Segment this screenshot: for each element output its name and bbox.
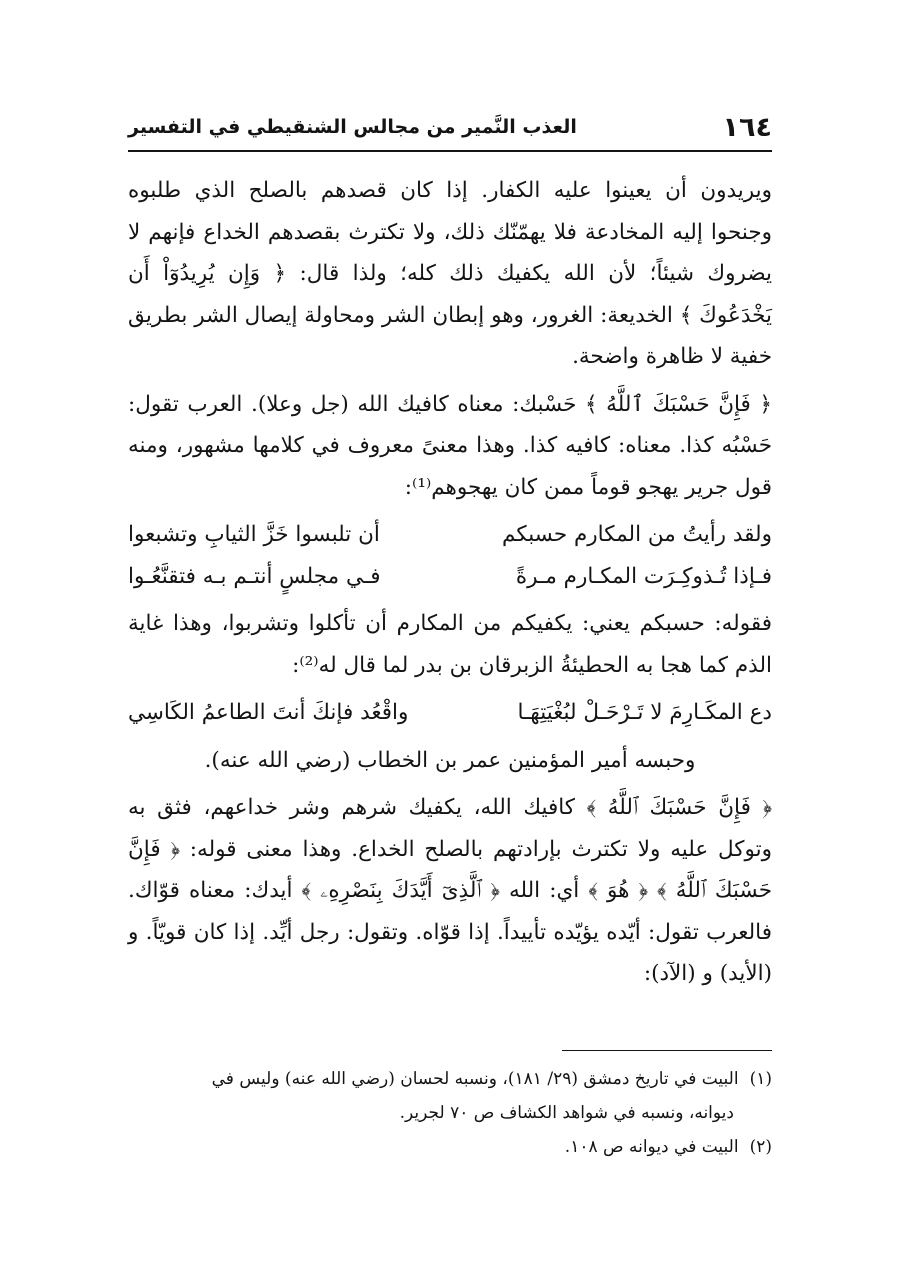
page-number: ١٦٤	[722, 112, 772, 143]
verse-line	[128, 692, 772, 734]
hemistich-second: واقْعُد فإنكَ أنتَ الطاعمُ الكَاسِي	[128, 700, 409, 725]
footnote-2	[128, 1130, 772, 1164]
verse-line	[128, 556, 772, 598]
paragraph-2: ﴿ فَإِنَّ حَسْبَكَ ٱللَّهُ ﴾ حَسْبك: معناه كافيك الله (جل وعلا). العرب تقول: حَسْبُه كذا. معناه: كافيه كذا. وهذا معنىً معروف في كلامها مشهور، ومنه قول جرير يهجو قوماً ممن كان يهجوهم⁽¹⁾:	[128, 391, 772, 500]
hemistich-first: ولقد رأيتُ من المكارم حسبكم	[502, 522, 772, 547]
footnote-number: (٢)	[749, 1137, 772, 1157]
page-header	[128, 112, 772, 146]
hemistich-second: فـي مجلسٍ أنتـم بـه فتقنَّعُـوا	[128, 563, 381, 589]
paragraph-1: ويريدون أن يعينوا عليه الكفار. إذا كان قصدهم بالصلح الذي طلبوه وجنحوا إليه المخادعة فلا يهمّنّك ذلك، ولا تكترث بقصدهم الخداع فإنهم لا يضروك شيئاً؛ لأن الله يكفيك ذلك كله؛ ولذا قال: ﴿ وَإِن يُرِيدُوٓاْ أَن يَخْدَعُوكَ ﴾ الخديعة: الغرور، وهو إبطان الشر ومحاولة إيصال الشر بطريق خفية لا ظاهرة واضحة.	[128, 178, 772, 369]
hemistich-first: دع المكَـارِمَ لا تَـرْحَـلْ لبُغْيَتِهَـا	[517, 700, 772, 725]
footnote-number: (١)	[749, 1069, 772, 1089]
verse-line	[128, 514, 772, 556]
hemistich-first: فـإذا تُـذوكِـرَت المكـارم مـرةً	[515, 563, 772, 589]
header-divider	[128, 150, 772, 152]
paragraph-4: ﴿ فَإِنَّ حَسْبَكَ ٱللَّهُ ﴾ كافيك الله، يكفيك شرهم وشر خداعهم، فثق به وتوكل عليه ولا تكترث بإرادتهم بالصلح الخداع. وهذا معنى قوله: ﴿ فَإِنَّ حَسْبَكَ ٱللَّهُ ﴾ ﴿ هُوَ ﴾ أي: الله ﴿ ٱلَّذِىٓ أَيَّدَكَ بِنَصْرِهِۦ ﴾ أيدك: معناه قوّاك. فالعرب تقول: أيّده يؤيّده تأييداً. إذا قوّاه. وتقول: رجل أيِّد. إذا كان قويّاً. و (الأيد) و (الآد):	[128, 795, 772, 986]
footnote-1-continued: ديوانه، ونسبه في شواهد الكشاف ص ٧٠ لجرير.	[399, 1103, 734, 1123]
centered-line: وحبسه أمير المؤمنين عمر بن الخطاب (رضي الله عنه).	[204, 747, 696, 773]
poem-hutayah	[128, 692, 772, 734]
paragraph-3: فقوله: حسبكم يعني: يكفيكم من المكارم أن تأكلوا وتشربوا، وهذا غاية الذم كما هجا به الحطيئةُ الزبرقان بن بدر لما قال له⁽²⁾:	[128, 611, 772, 678]
poem-jarir	[128, 514, 772, 597]
footnotes	[128, 1062, 772, 1164]
running-title: العذب النَّمير من مجالس الشنقيطي في التفسير	[128, 116, 577, 138]
main-text	[128, 170, 772, 1001]
footnote-1	[128, 1062, 772, 1096]
footnote-text: البيت في تاريخ دمشق (٢٩/ ١٨١)، ونسبه لحسان (رضي الله عنه) وليس في	[211, 1069, 739, 1089]
footnote-text: البيت في ديوانه ص ١٠٨.	[564, 1137, 739, 1157]
hemistich-second: أن تلبسوا خَزَّ الثيابِ وتشبعوا	[128, 522, 380, 547]
footnote-divider	[562, 1050, 772, 1051]
